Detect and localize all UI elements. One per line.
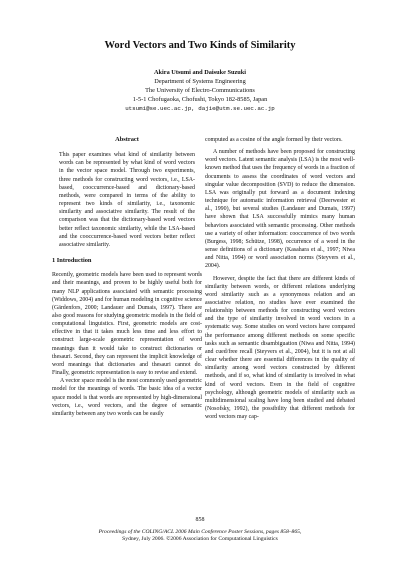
author-names: Akira Utsumi and Daisuke Suzuki (153, 69, 247, 76)
footer-line-1: Proceedings of the COLING/ACL 2006 Main Conference Poster Sessions, pages 858–865, (98, 529, 302, 535)
abstract-text: This paper examines what kind of similarity between words can be represented by what kind of word vectors in the vector space model. Through two experiments, three methods for constructing word vectors, i.e., LSA-based, cooccurrence-based and dictionary-based methods, were compared in terms of the ability to represent two kinds of similarity, i.e., taxonomic similarity and associative similarity. The result of the comparison was that the dictionary-based word vectors better reflect taxonomic similarity, while the LSA-based and the cooccurrence-based word vectors better reflect associative similarity. (59, 152, 195, 248)
right-column (205, 136, 355, 421)
left-column (52, 136, 202, 418)
author-emails: utsumi@se.uec.ac.jp, dajie@utm.se.uec.ac.jp (125, 105, 275, 112)
author-university: The University of Electro-Communications (145, 87, 255, 94)
author-address: 1-5-1 Chofugaoka, Chofushi, Tokyo 182-8585, Japan (132, 96, 268, 103)
intro-paragraph-2: A vector space model is the most commonly used geometric model for the meanings of words. The basic idea of a vector space model is that words are represented by high-dimensional vectors, i.e., word vectors, and the degree of semantic similarity between any two words can be easily (52, 378, 202, 417)
right-paragraph-1: computed as a cosine of the angle formed by their vectors. (205, 137, 343, 143)
intro-paragraph-1: Recently, geometric models have been used to represent words and their meanings, and proven to be highly useful both for many NLP applications associated with semantic processing (Widdows, 2004) and for human modeling in cognitive science (Gärdenfors, 2000; Landauer and Dumais, 1997). There are also good reasons for studying geometric models in the field of computational linguistics. First, geometric models are cost-effective in that it takes much less time and less effort to construct large-scale geometric representation of word meanings than it would take to construct dictionaries or thesauri. Second, they can represent the implicit knowledge of word meanings that dictionaries and thesauri cannot do. Finally, geometric representation is easy to revise and extend. (52, 272, 202, 377)
paper-title: Word Vectors and Two Kinds of Similarity (104, 40, 296, 51)
section-heading-introduction: 1 Introduction (52, 257, 92, 265)
author-department: Department of Systems Engineering (154, 78, 246, 85)
author-block (0, 68, 400, 113)
right-paragraph-2: A number of methods have been proposed for constructing word vectors. Latent semantic analysis (LSA) is the most well-known method that uses the frequency of words in a fraction of documents to assess the coordinates of word vectors and singular value decomposition (SVD) to reduce the dimension. LSA was originally put forward as a document indexing technique for automatic information retrieval (Deerwester et al., 1990), but several studies (Landauer and Dumais, 1997) have shown that LSA successfully mimics many human behaviors associated with semantic processing. Other methods use a variety of other information: cooccurrence of two words (Burgess, 1998; Schütze, 1998), occurrence of a word in the sense definitions of a dictionary (Kasahara et al., 1997; Niwa and Nitta, 1994) or word association norms (Steyvers et al., 2004). (205, 149, 355, 270)
abstract-heading: Abstract (115, 136, 139, 143)
page-number: 858 (195, 517, 205, 523)
footer-line-2: Sydney, July 2006. ©2006 Association for Computational Linguistics (122, 536, 278, 542)
proceedings-footer (0, 529, 400, 543)
right-paragraph-3: However, despite the fact that there are different kinds of similarity between words, or different relations underlying word similarity such as a synonymous relation and an associative relation, no studies have ever examined the relationship between methods for constructing word vectors and the type of similarity involved in word vectors in a systematic way. Some studies on word vectors have compared the performance among different methods on some specific tasks such as semantic disambiguation (Niwa and Nitta, 1994) and cued/free recall (Steyvers et al., 2004), but it is not at all clear whether there are essential differences in the quality of similarity among word vectors constructed by different methods, and if so, what kind of similarity is involved in what kind of word vectors. Even in the field of cognitive psychology, although geometric models of similarity such as multidimensional scaling have long been studied and debated (Nosofsky, 1992), the possibility that different methods for word vectors may cap- (205, 275, 355, 421)
